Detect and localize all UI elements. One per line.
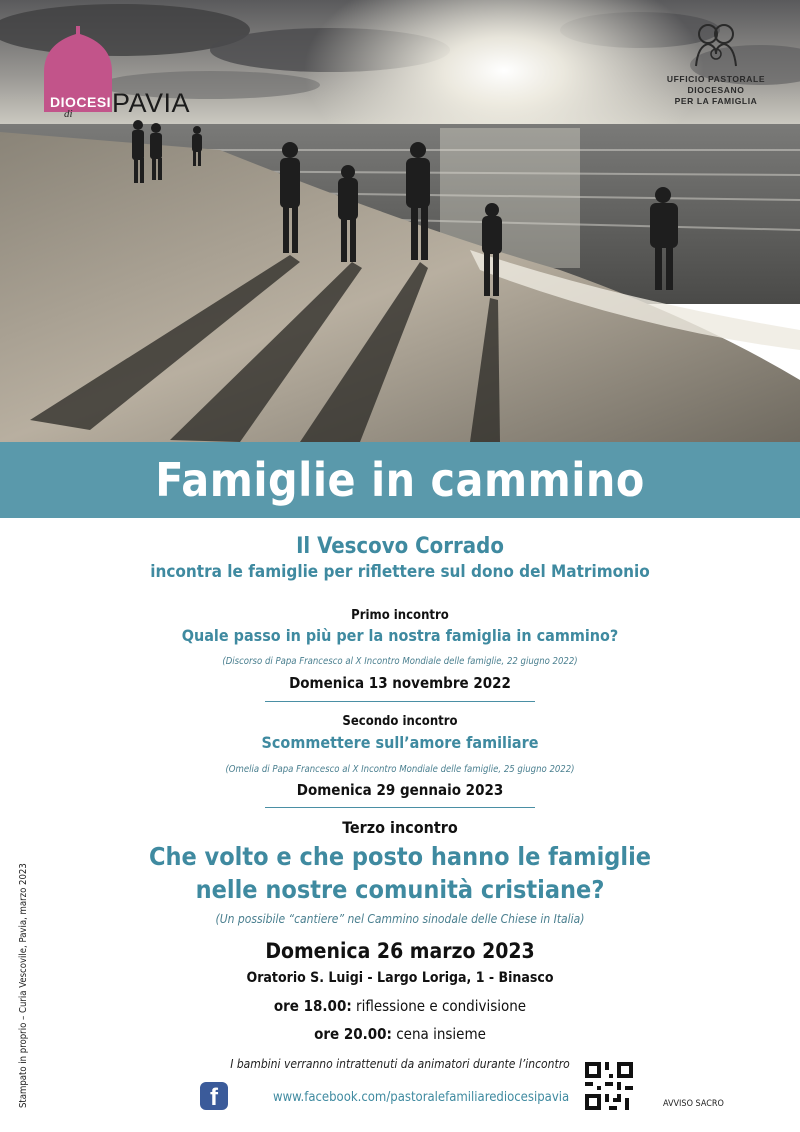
ufficio-pastorale-logo: [656, 20, 776, 110]
children-note: I bambini verranno intrattenuti da animatori durante l’incontro: [230, 1057, 570, 1071]
page-title: Famiglie in cammino: [155, 453, 645, 507]
print-credit: Stampato in proprio – Curia Vescovile, Pavia, marzo 2023: [18, 863, 29, 1108]
schedule-time: ore 20.00:: [314, 1025, 392, 1043]
meeting-3-source: (Un possibile “cantiere” nel Cammino sinodale delle Chiese in Italia): [215, 912, 585, 926]
divider-1: [265, 701, 535, 702]
meeting-3-theme-line1: Che volto e che posto hanno le famiglie: [148, 842, 652, 871]
subtitle-description: incontra le famiglie per riflettere sul dono del Matrimonio: [150, 562, 650, 582]
ufficio-line2: DIOCESANO: [687, 85, 745, 95]
hero-photo: [0, 0, 800, 442]
schedule-activity: cena insieme: [391, 1025, 486, 1043]
meeting-3-date: Domenica 26 marzo 2023: [265, 939, 535, 963]
meeting-3-place: Oratorio S. Luigi - Largo Loriga, 1 - Binasco: [246, 970, 554, 986]
meeting-2-label: Secondo incontro: [342, 714, 458, 729]
diocesi-word: DIOCESI: [50, 94, 112, 110]
diocesi-pavia-logo: [44, 22, 194, 122]
holy-family-icon: [688, 20, 744, 68]
schedule-time: ore 18.00:: [273, 997, 352, 1015]
di-word: di: [64, 108, 73, 120]
meeting-2-source: (Omelia di Papa Francesco al X Incontro Mondiale delle famiglie, 25 giugno 2022): [225, 764, 575, 775]
avviso-sacro: AVVISO SACRO: [663, 1099, 724, 1109]
meeting-1-source: (Discorso di Papa Francesco al X Incontro Mondiale delle famiglie, 22 giugno 2022): [222, 656, 578, 667]
meeting-2-date: Domenica 29 gennaio 2023: [296, 781, 504, 799]
meeting-1-theme: Quale passo in più per la nostra famiglia in cammino?: [181, 626, 619, 645]
ufficio-line3: PER LA FAMIGLIA: [674, 96, 758, 106]
qr-code-icon[interactable]: [585, 1062, 633, 1110]
divider-2: [265, 807, 535, 808]
schedule-item: [0, 1025, 800, 1043]
meeting-1-date: Domenica 13 novembre 2022: [289, 674, 511, 692]
pavia-word: PAVIA: [112, 88, 191, 118]
schedule-item: [0, 997, 800, 1015]
facebook-icon[interactable]: f: [200, 1082, 228, 1110]
schedule-activity: riflessione e condivisione: [351, 997, 527, 1015]
ufficio-line1: UFFICIO PASTORALE: [666, 74, 766, 84]
subtitle-bishop: Il Vescovo Corrado: [296, 534, 504, 559]
meeting-2-theme: Scommettere sull’amore familiare: [261, 733, 539, 752]
meeting-3-theme-line2: nelle nostre comunità cristiane?: [195, 875, 605, 904]
meeting-1-label: Primo incontro: [351, 608, 449, 623]
meeting-3-label: Terzo incontro: [342, 818, 458, 837]
facebook-link[interactable]: www.facebook.com/pastoralefamiliarediocesipavia: [273, 1090, 570, 1105]
title-band: [0, 442, 800, 518]
